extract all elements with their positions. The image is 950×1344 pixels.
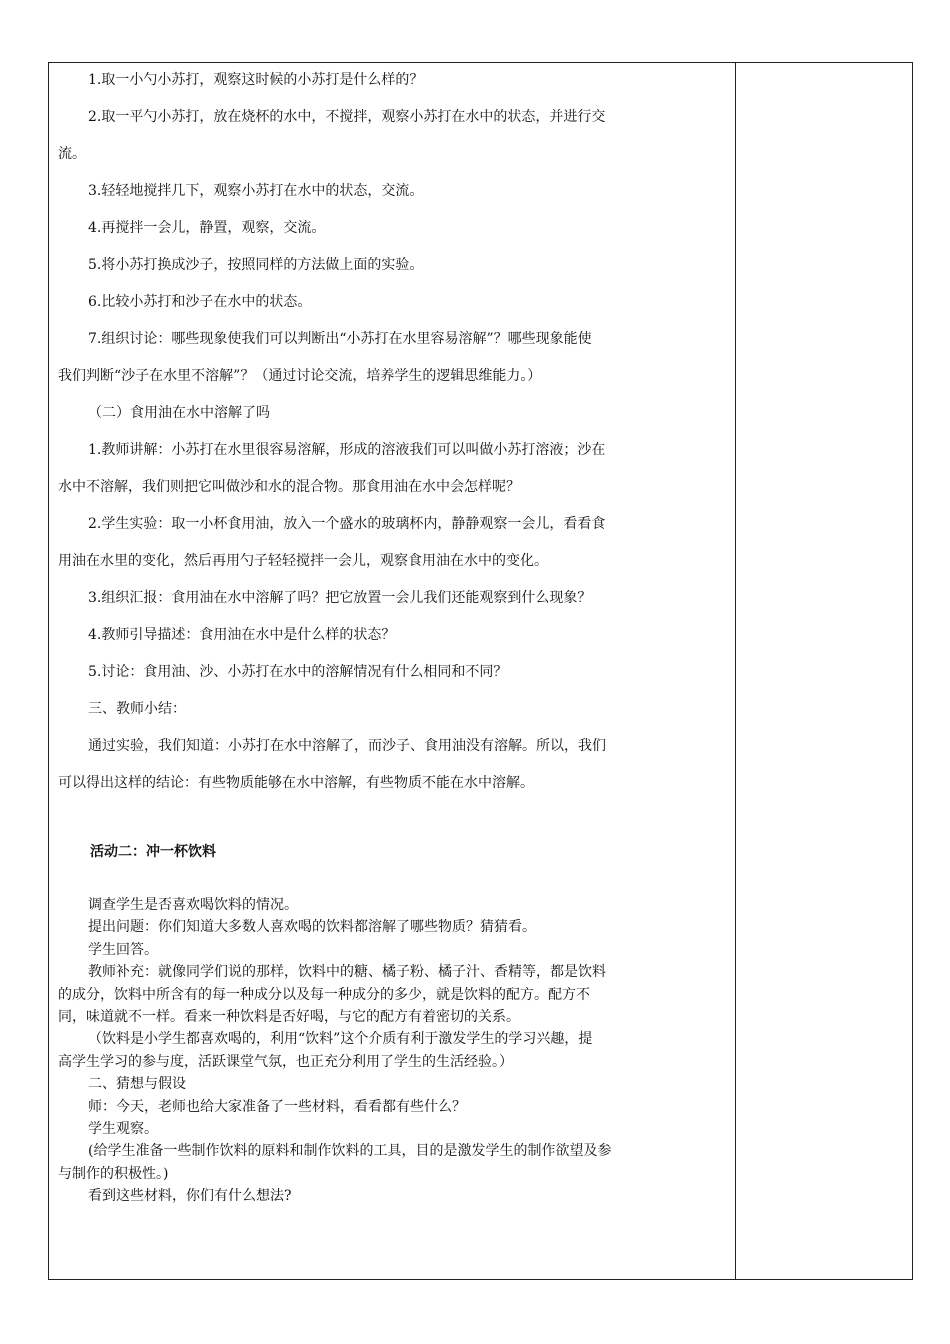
- lesson-content: [58, 62, 730, 1208]
- paragraph-line: 3.轻轻地搅拌几下，观察小苏打在水中的状态，交流。: [88, 183, 424, 199]
- paragraph-line: 1.教师讲解：小苏打在水里很容易溶解，形成的溶液我们可以叫做小苏打溶液；沙在: [88, 442, 606, 458]
- paragraph-line: 2.学生实验：取一小杯食用油，放入一个盛水的玻璃杯内，静静观察一会儿，看看食: [88, 516, 606, 532]
- paragraph-line: 通过实验，我们知道：小苏打在水中溶解了，而沙子、食用油没有溶解。所以，我们: [88, 738, 606, 754]
- paragraph-line: 与制作的积极性。): [58, 1165, 169, 1182]
- paragraph-line: 二、猜想与假设: [88, 1076, 186, 1093]
- paragraph-line: 5.将小苏打换成沙子，按照同样的方法做上面的实验。: [88, 257, 424, 273]
- paragraph-line: 流。: [58, 146, 86, 162]
- paragraph-line: 可以得出这样的结论：有些物质能够在水中溶解，有些物质不能在水中溶解。: [58, 775, 534, 791]
- paragraph-line: 3.组织汇报：食用油在水中溶解了吗？把它放置一会儿我们还能观察到什么现象？: [88, 590, 592, 606]
- spacer: [58, 862, 730, 894]
- activity-two-heading: 活动二：冲一杯饮料: [90, 844, 216, 860]
- paragraph-line: 2.取一平勺小苏打，放在烧杯的水中，不搅拌，观察小苏打在水中的状态，并进行交: [88, 109, 606, 125]
- paragraph-line: 学生回答。: [88, 941, 158, 958]
- paragraph-line: 调查学生是否喜欢喝饮料的情况。: [88, 897, 298, 913]
- paragraph-line: 5.讨论：食用油、沙、小苏打在水中的溶解情况有什么相同和不同？: [88, 664, 508, 680]
- paragraph-line: 4.再搅拌一会儿，静置，观察，交流。: [88, 220, 326, 236]
- paragraph-line: 我们判断“沙子在水里不溶解”？（通过讨论交流，培养学生的逻辑思维能力。）: [58, 368, 542, 384]
- column-divider: [735, 62, 736, 1280]
- paragraph-line: 学生观察。: [88, 1121, 158, 1138]
- paragraph-line: （二）食用油在水中溶解了吗: [88, 405, 270, 421]
- paragraph-line: 三、教师小结：: [88, 701, 186, 717]
- paragraph-line: (给学生准备一些制作饮料的原料和制作饮料的工具，目的是激发学生的制作欲望及参: [88, 1143, 612, 1160]
- paragraph-line: 同，味道就不一样。看来一种饮料是否好喝，与它的配方有着密切的关系。: [58, 1009, 520, 1026]
- experiment-steps: [58, 62, 730, 802]
- paragraph-line: 用油在水里的变化，然后再用勺子轻轻搅拌一会儿，观察食用油在水中的变化。: [58, 553, 548, 569]
- paragraph-line: 看到这些材料，你们有什么想法?: [88, 1188, 292, 1205]
- paragraph-line: 高学生学习的参与度，活跃课堂气氛，也正充分利用了学生的生活经验。）: [58, 1053, 513, 1070]
- paragraph-line: 的成分，饮料中所含有的每一种成分以及每一种成分的多少，就是饮料的配方。配方不: [58, 986, 590, 1003]
- paragraph-line: 提出问题：你们知道大多数人喜欢喝的饮料都溶解了哪些物质？猜猜看。: [88, 919, 536, 936]
- spacer: [58, 802, 730, 842]
- paragraph-line: （饮料是小学生都喜欢喝的，利用“饮料”这个介质有利于激发学生的学习兴趣，提: [88, 1031, 593, 1048]
- paragraph-line: 水中不溶解，我们则把它叫做沙和水的混合物。那食用油在水中会怎样呢？: [58, 479, 520, 495]
- paragraph-line: 6.比较小苏打和沙子在水中的状态。: [88, 294, 312, 310]
- paragraph-line: 教师补充：就像同学们说的那样，饮料中的糖、橘子粉、橘子汁、香精等，都是饮料: [88, 964, 606, 981]
- paragraph-line: 1.取一小勺小苏打，观察这时候的小苏打是什么样的？: [88, 72, 424, 88]
- paragraph-line: 4.教师引导描述：食用油在水中是什么样的状态？: [88, 627, 396, 643]
- paragraph-line: 师：今天，老师也给大家准备了一些材料，看看都有些什么？: [88, 1098, 466, 1115]
- activity-two-content: [58, 894, 730, 1208]
- paragraph-line: 7.组织讨论：哪些现象使我们可以判断出“小苏打在水里容易溶解”？哪些现象能使: [88, 331, 592, 347]
